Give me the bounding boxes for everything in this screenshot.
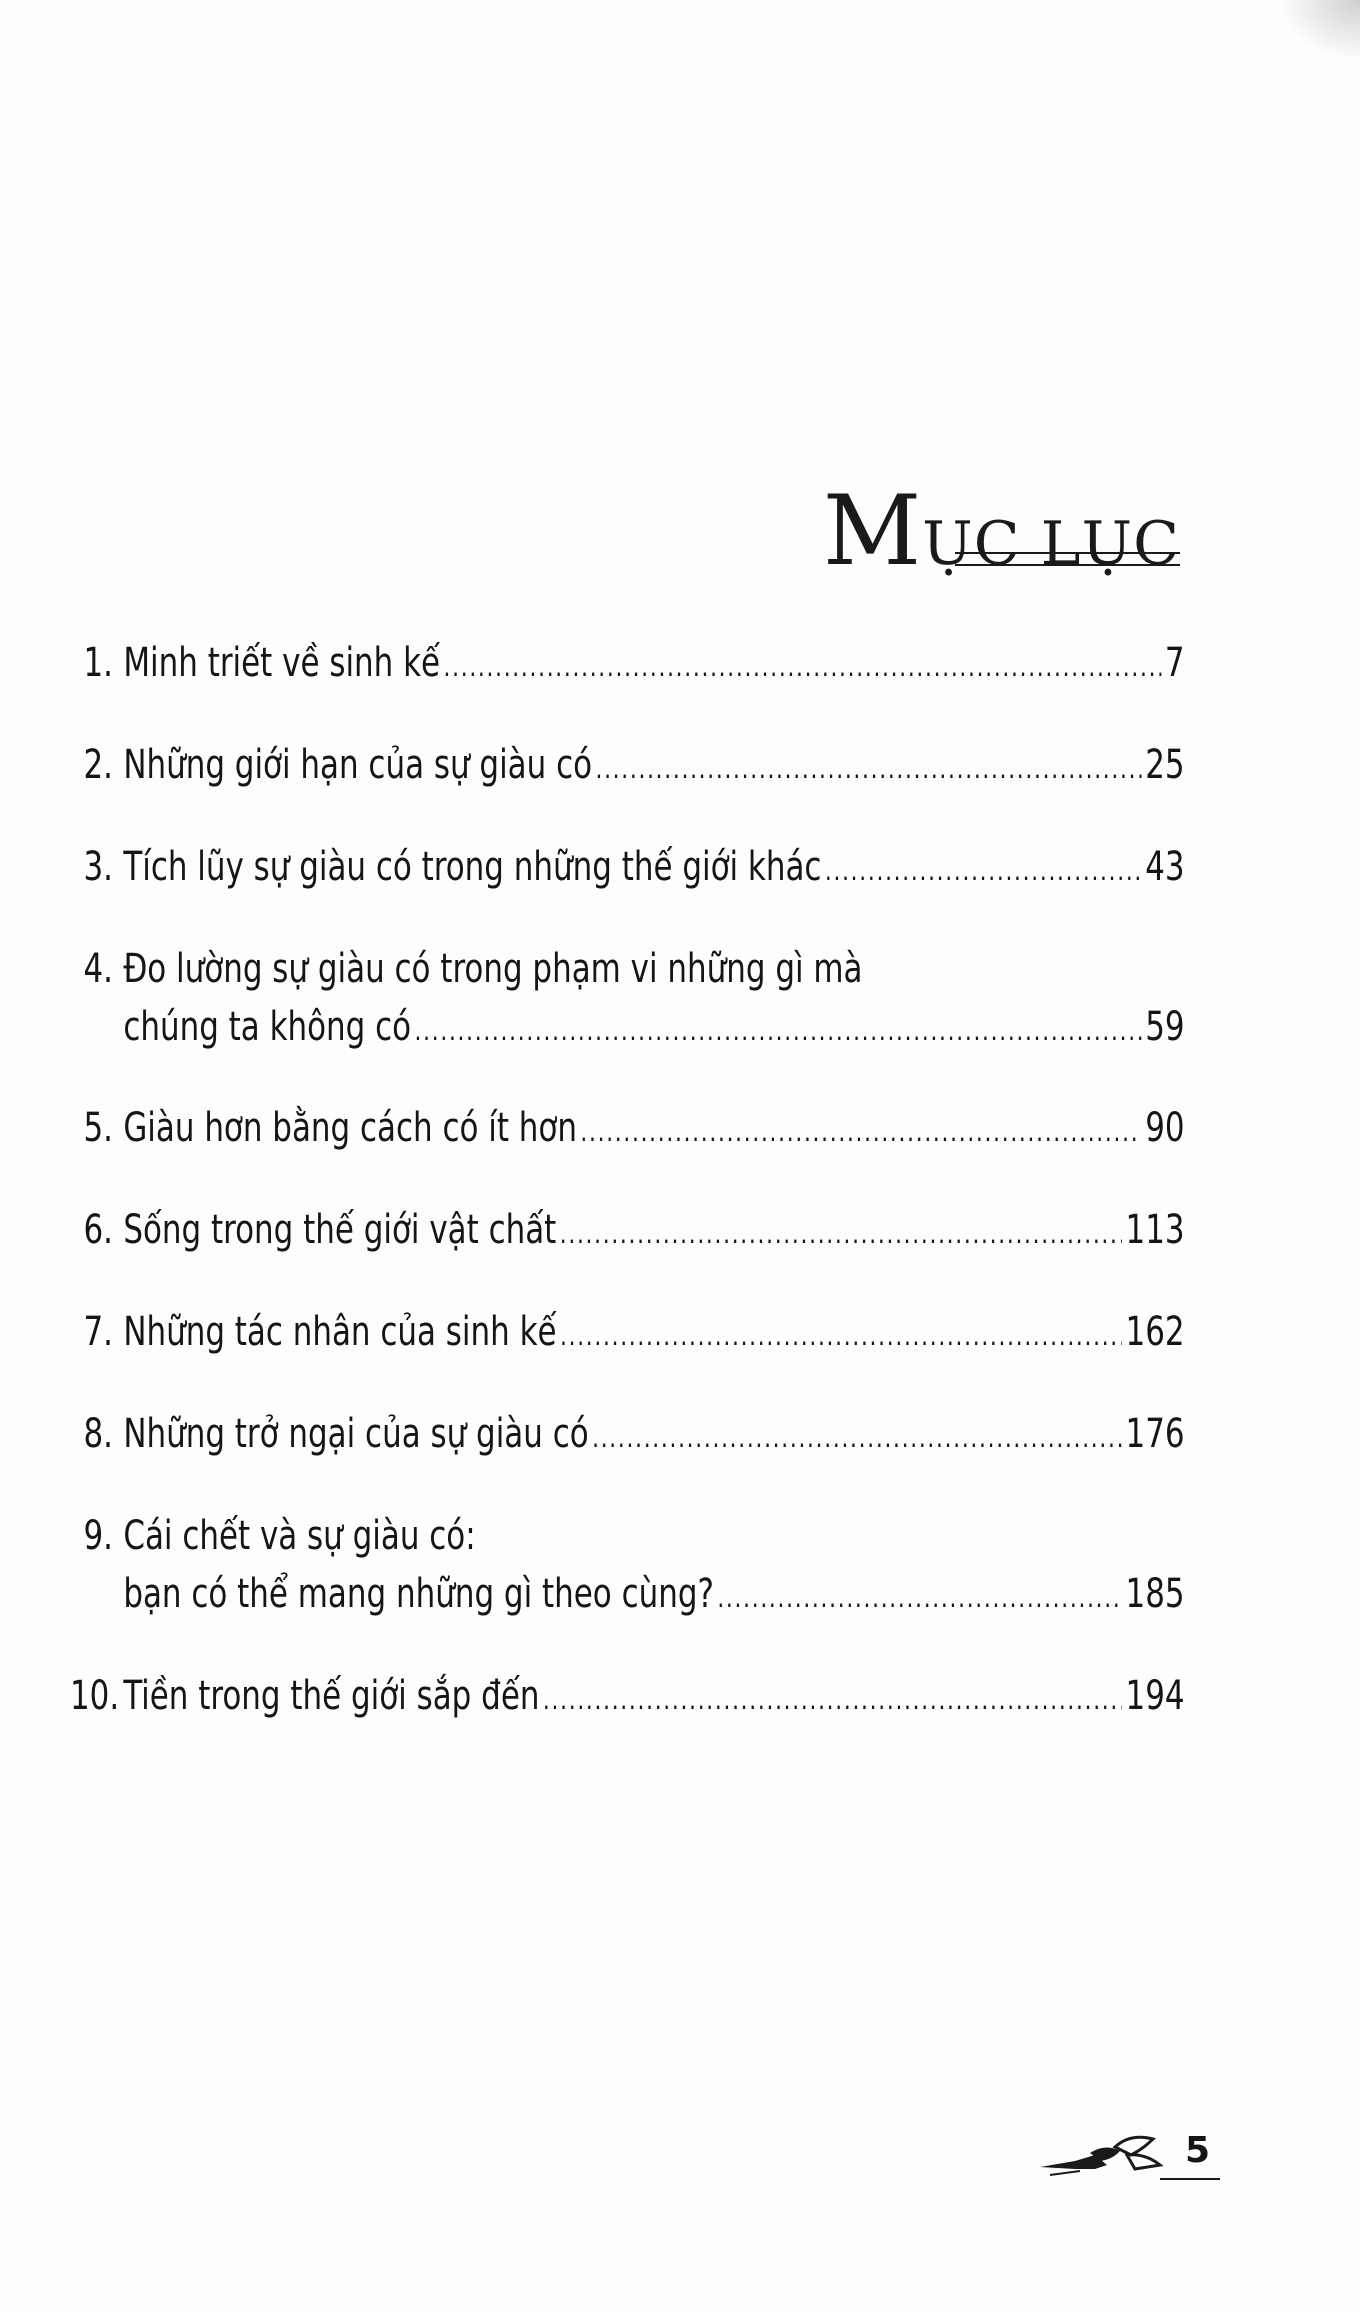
- toc-page: 59: [1145, 1004, 1185, 1050]
- toc-title: Những trở ngại của sự giàu có: [123, 1411, 589, 1457]
- toc-title: Đo lường sự giàu có trong phạm vi những gì mà: [123, 946, 863, 992]
- dot-leader: [444, 650, 1162, 683]
- title-underline: [955, 552, 1180, 566]
- dot-leader: [560, 1319, 1122, 1352]
- title-rest: ỤC LỤC: [922, 509, 1180, 579]
- toc-page: 194: [1125, 1673, 1185, 1719]
- toc-number: 9.: [83, 1513, 113, 1559]
- toc-page: 113: [1125, 1207, 1185, 1253]
- dot-leader: [592, 1421, 1122, 1454]
- toc-number: 6.: [83, 1207, 113, 1253]
- toc-page: 43: [1145, 844, 1185, 890]
- toc-entry-8: [70, 1411, 1185, 1469]
- toc-page: 7: [1164, 640, 1185, 686]
- toc-entry-10: [70, 1673, 1185, 1731]
- toc-entry-7: [70, 1309, 1185, 1367]
- toc-entry-4: [70, 946, 1185, 1062]
- toc-number: 5.: [83, 1105, 113, 1151]
- dot-leader: [415, 1014, 1142, 1047]
- toc-number: 1.: [83, 640, 113, 686]
- toc-entry-1: [70, 640, 1185, 698]
- toc-number: 8.: [83, 1411, 113, 1457]
- toc-title: Giàu hơn bằng cách có ít hơn: [123, 1105, 577, 1151]
- toc-number: 3.: [83, 844, 113, 890]
- page-edge-shadow: [1280, 0, 1360, 60]
- toc-title: Sống trong thế giới vật chất: [123, 1207, 557, 1253]
- dot-leader: [543, 1683, 1122, 1716]
- toc-title: Cái chết và sự giàu có:: [123, 1513, 476, 1559]
- toc-number: 4.: [83, 946, 113, 992]
- page-number: 5: [1184, 2130, 1210, 2171]
- dot-leader: [560, 1217, 1122, 1250]
- dot-leader: [580, 1115, 1141, 1148]
- toc-title-continued: bạn có thể mang những gì theo cùng?: [123, 1571, 714, 1617]
- toc-entry-3: [70, 844, 1185, 902]
- toc-title: Tiền trong thế giới sắp đến: [123, 1673, 540, 1719]
- toc-page: 176: [1125, 1411, 1185, 1457]
- toc-title: Những giới hạn của sự giàu có: [123, 742, 593, 788]
- bird-ornament-icon: [1035, 2125, 1180, 2185]
- dot-leader: [717, 1581, 1122, 1614]
- toc-number: 2.: [83, 742, 113, 788]
- toc-title-continued: chúng ta không có: [123, 1004, 412, 1050]
- toc-title: Minh triết về sinh kế: [123, 640, 441, 686]
- toc-page: 90: [1145, 1105, 1185, 1151]
- toc-entry-2: [70, 742, 1185, 800]
- page-title: [823, 475, 1180, 587]
- dot-leader: [595, 752, 1141, 785]
- page-number-underline: [1160, 2178, 1220, 2180]
- toc-number: 7.: [83, 1309, 113, 1355]
- toc-number: 10.: [70, 1673, 120, 1719]
- toc-page: 185: [1125, 1571, 1185, 1617]
- toc-title: Tích lũy sự giàu có trong những thế giới khác: [123, 844, 822, 890]
- toc-entry-6: [70, 1207, 1185, 1265]
- toc-entry-9: [70, 1513, 1185, 1629]
- title-initial: M: [822, 475, 923, 587]
- toc-title: Những tác nhân của sinh kế: [123, 1309, 557, 1355]
- dot-leader: [825, 854, 1142, 887]
- toc-page: 162: [1125, 1309, 1185, 1355]
- toc-page: 25: [1145, 742, 1185, 788]
- toc-entry-5: [70, 1105, 1185, 1163]
